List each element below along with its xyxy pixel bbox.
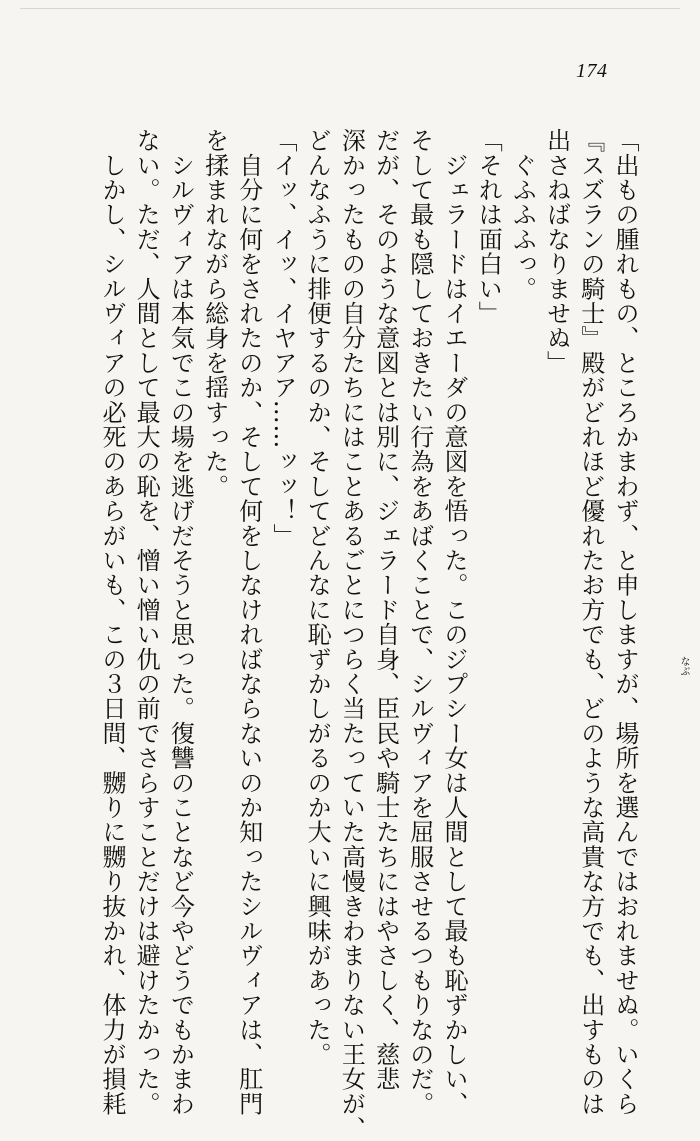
text-line: ない。ただ、人間として最大の恥を、憎い憎い仇の前でさらすことだけは避けたかった。: [132, 128, 161, 1116]
ruby-annotation: なぶ: [678, 656, 689, 676]
page-number: 174: [576, 60, 608, 82]
text-line: ぐふふふっ。: [508, 128, 537, 301]
text-line: 「出もの腫れもの、ところかまわず、と申しますが、場所を選んではおれませぬ。いくら: [611, 128, 639, 1116]
text-line: 『スズランの騎士』殿がどれほど優れたお方でも、どのような高貴な方でも、出すものは: [576, 128, 605, 1116]
text-line: 「それは面白い」: [474, 128, 503, 326]
text-line: 出さねばなりませぬ」: [542, 128, 571, 375]
body-text: [95, 128, 642, 1141]
text-line: 自分に何をされたのか、そして何をしなければならないのか知ったシルヴィアは、肛門: [234, 128, 263, 1116]
text-line: どんなふうに排便するのか、そしてどんなに恥ずかしがるのか大いに興味があった。: [303, 128, 332, 1067]
text-line: 「イッ、イッ、イヤアア……ッッ！」: [268, 128, 297, 548]
text-line: しかし、シルヴィアの必死のあらがいも、この３日間、嬲りに嬲り抜かれ、体力が損耗: [97, 128, 126, 1116]
text-line: だが、そのような意図とは別に、ジェラード自身、臣民や騎士たちにはやさしく、慈悲: [371, 128, 400, 1092]
text-line: 深かったものの自分たちにはことあるごとにつらく当たっていた高慢きわまりない王女が、: [337, 128, 366, 1141]
text-line: ジェラードはイエーダの意図を悟った。このジプシー女は人間として最も恥ずかしい、: [439, 128, 468, 1116]
text-line: シルヴィアは本気でこの場を逃げだそうと思った。復讐のことなど今やどうでもかまわ: [166, 128, 195, 1116]
text-line: そして最も隠しておきたい行為をあばくことで、シルヴィアを屈服させるつもりなのだ。: [405, 128, 434, 1116]
text-line: を揉まれながら総身を揺すった。: [200, 128, 229, 499]
top-rule: [20, 8, 680, 9]
